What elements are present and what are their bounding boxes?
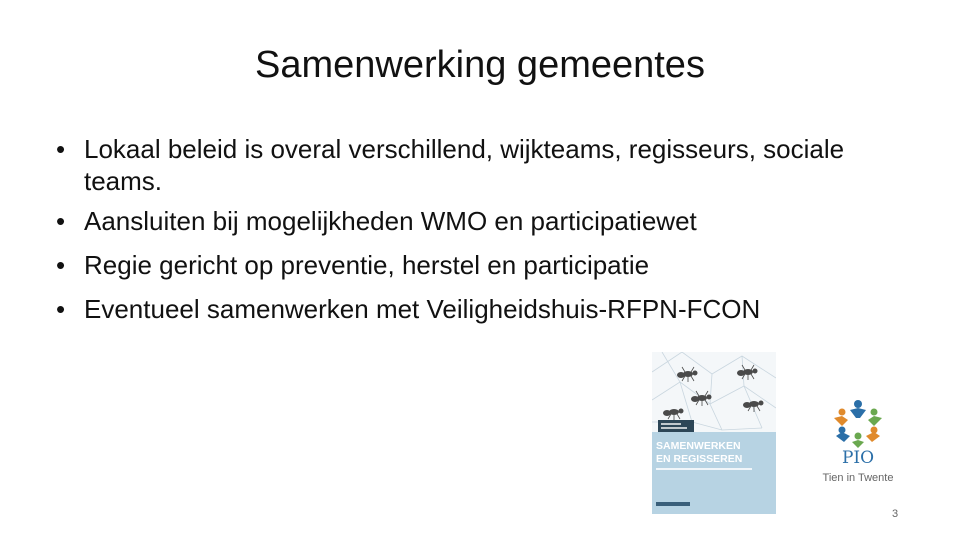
people-circle-icon [812,396,904,450]
logo-tagline: Tien in Twente [822,472,894,484]
bullet-glyph: • [56,134,66,164]
bullet-item [56,205,856,237]
bullet-item [56,293,856,325]
bullet-glyph: • [56,250,66,280]
logo-name: PIO [841,448,875,468]
book-title-line-1: SAMENWERKEN [656,440,741,452]
bullet-glyph: • [56,294,66,324]
bullet-text: Regie gericht op preventie, herstel en participatie [84,250,650,280]
slide-title: Samenwerking gemeentes [255,44,705,86]
bullet-text: Aansluiten bij mogelijkheden WMO en participatiewet [84,206,697,236]
bullet-text: Eventueel samenwerken met Veiligheidshuis-RFPN-FCON [84,294,761,324]
bullet-text: Lokaal beleid is overal verschillend, wijkteams, regisseurs, sociale teams. [84,134,845,196]
book-title-line-2: EN REGISSEREN [656,453,743,465]
page-number: 3 [892,508,899,520]
bullet-item [56,133,856,197]
bullet-glyph: • [56,206,66,236]
organisation-logo [812,396,904,492]
bullet-item [56,249,856,281]
bullet-list [56,133,856,337]
book-cover-image [652,352,776,514]
